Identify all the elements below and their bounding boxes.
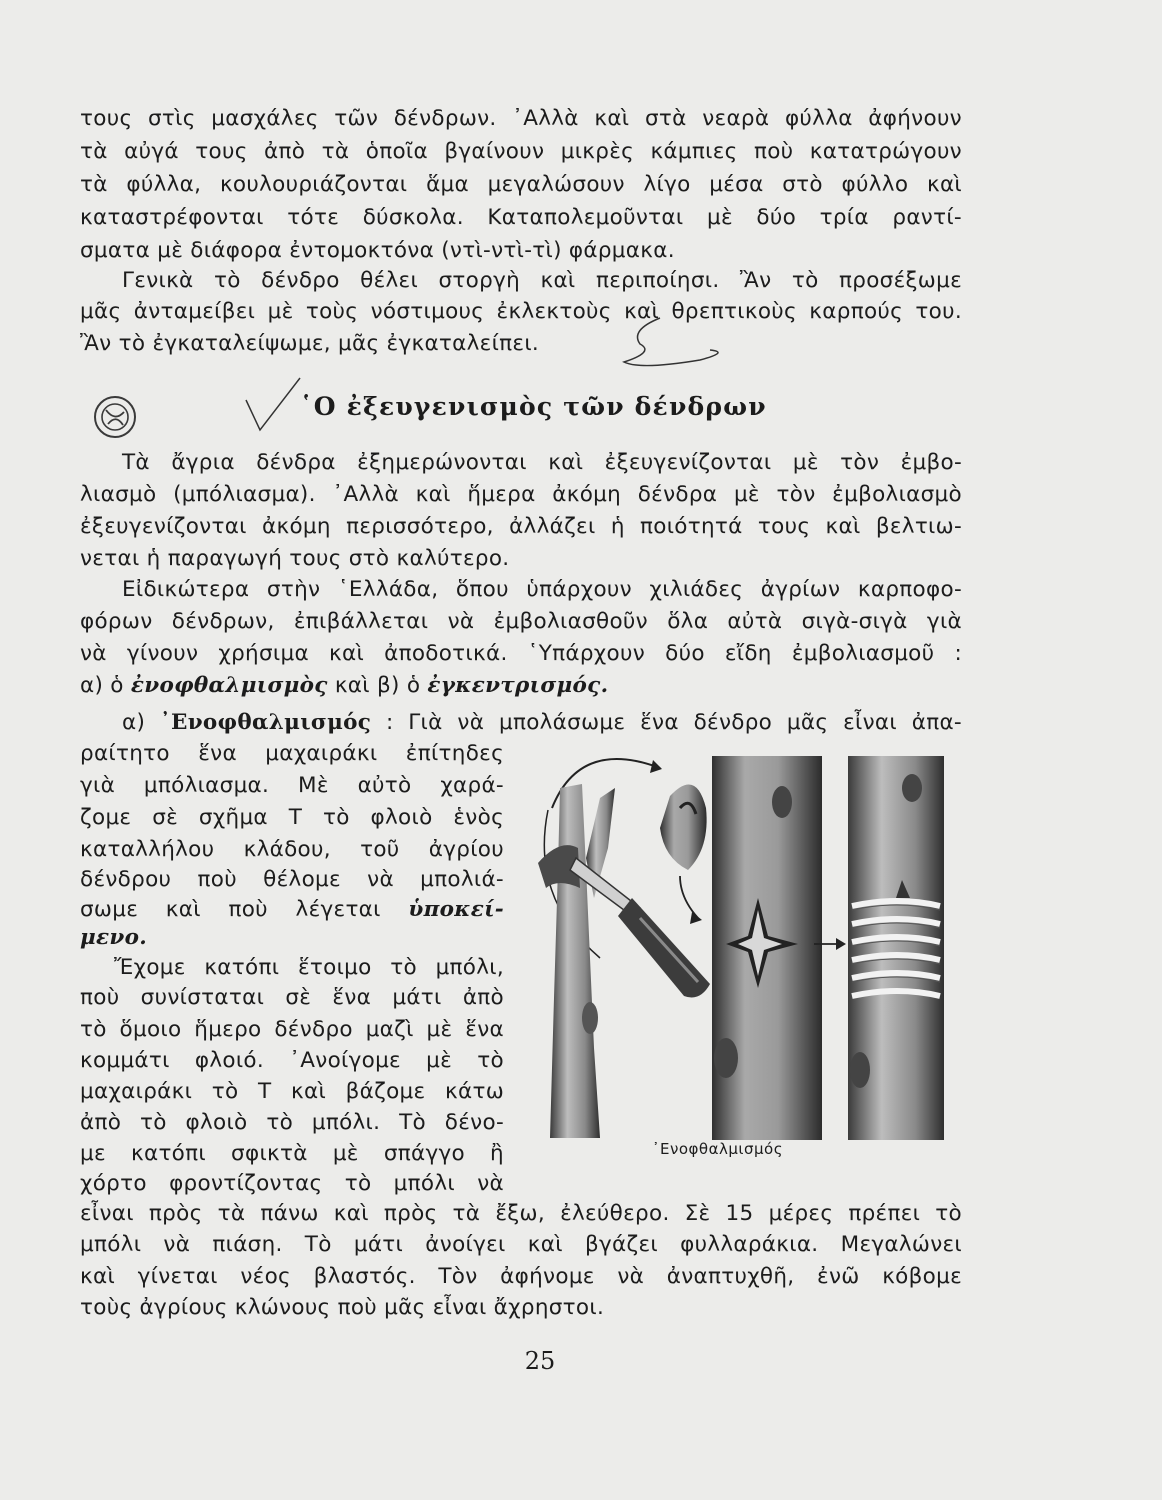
text-line: καταλλήλου κλάδου, τοῦ ἀγρίου	[80, 837, 504, 862]
text-line: Τὰ ἄγρια δένδρα ἐξημερώνονται καὶ ἐξευγενίζονται μὲ τὸν ἐμβο-	[122, 450, 962, 475]
figure-caption: ᾿Ενοφθαλμισμός	[652, 1140, 784, 1158]
text-line: Εἰδικώτερα στὴν ῾Ελλάδα, ὅπου ὑπάρχουν χιλιάδες ἀγρίων καρποφο-	[122, 577, 962, 602]
text-line: ἀπὸ τὸ φλοιὸ τὸ μπόλι. Τὸ δένο-	[80, 1110, 504, 1135]
text-line: Γενικὰ τὸ δένδρο θέλει στοργὴ καὶ περιποίησι. Ἂν τὸ προσέξωμε	[122, 268, 962, 293]
text-line: ποὺ συνίσταται σὲ ἕνα μάτι ἀπὸ	[80, 985, 504, 1010]
text-line: τοὺς ἀγρίους κλώνους ποὺ μᾶς εἶναι ἄχρηστοι.	[80, 1295, 605, 1320]
text-line: ραίτητο ἕνα μαχαιράκι ἐπίτηδες	[80, 741, 504, 766]
text-line: σματα μὲ διάφορα ἐντομοκτόνα (ντὶ-ντὶ-τὶ) φάρμακα.	[80, 238, 675, 263]
text-line: κομμάτι φλοιό. ᾿Ανοίγομε μὲ τὸ	[80, 1048, 504, 1073]
text-line: εἶναι πρὸς τὰ πάνω καὶ πρὸς τὰ ἔξω, ἐλεύθερο. Σὲ 15 μέρες πρέπει τὸ	[80, 1201, 962, 1226]
subsection-title: ᾿Ενοφθαλμισμός	[159, 710, 372, 735]
text-line: καὶ γίνεται νέος βλαστός. Τὸν ἀφήνομε νὰ ἀναπτυχθῆ, ἐνῶ κόβομε	[80, 1264, 962, 1289]
term-grafting: ἐγκεντρισμός.	[427, 673, 609, 698]
trunk-t-cut	[712, 756, 822, 1140]
term-rootstock-end: μενο.	[80, 925, 148, 950]
budding-illustration	[520, 748, 960, 1140]
types-prefix: α) ὁ	[80, 673, 131, 698]
types-middle: καὶ β) ὁ	[327, 673, 428, 698]
text-line: χόρτο φροντίζοντας τὸ μπόλι νὰ	[80, 1171, 504, 1196]
subsection-label: α)	[122, 710, 160, 735]
text-line: φόρων δένδρων, ἐπιβάλλεται νὰ ἐμβολιασθοῦν ὅλα αὐτὰ σιγὰ-σιγὰ γιὰ	[80, 609, 962, 634]
trunk-wrapped	[848, 756, 944, 1140]
term-rootstock: ὑποκεί-	[408, 897, 504, 922]
text-line: νὰ γίνουν χρήσιμα καὶ ἀποδοτικά. ῾Υπάρχουν δύο εἴδη ἐμβολιασμοῦ :	[80, 641, 962, 666]
text-line: Ἂν τὸ ἐγκαταλείψωμε, μᾶς ἐγκαταλείπει.	[80, 331, 540, 356]
text-line: τὸ ὅμοιο ἥμερο δένδρο μαζὶ μὲ ἕνα	[80, 1017, 504, 1042]
text-line: με κατόπι σφικτὰ μὲ σπάγγο ἢ	[80, 1141, 504, 1166]
library-stamp-icon	[86, 392, 144, 442]
text-line: δένδρου ποὺ θέλομε νὰ μπολιά-	[80, 867, 504, 892]
text-line: ἐξευγενίζονται ἀκόμη περισσότερο, ἀλλάζει ἡ ποιότητά τους καὶ βελτιω-	[80, 514, 962, 539]
text-fragment: σωμε καὶ ποὺ λέγεται	[80, 897, 409, 922]
subsection-text: : Γιὰ νὰ μπολάσωμε ἕνα δένδρο μᾶς εἶναι ἀπα-	[371, 710, 962, 735]
text-line: καταστρέφονται τότε δύσκολα. Καταπολεμοῦνται μὲ δύο τρία ραντί-	[80, 205, 962, 230]
text-line: γιὰ μπόλιασμα. Μὲ αὐτὸ χαρά-	[80, 773, 504, 798]
knife-icon	[570, 858, 710, 998]
term-budding: ἐνοφθαλμισμὸς	[130, 673, 328, 698]
grafting-types-line	[80, 670, 962, 702]
branch-cut	[538, 784, 615, 1138]
text-line: νεται ἡ παραγωγή τους στὸ καλύτερο.	[80, 546, 510, 571]
bud-shield	[660, 784, 707, 870]
text-line-term-end	[80, 922, 504, 954]
section-heading: ῾Ο ἐξευγενισμὸς τῶν δένδρων	[300, 392, 767, 421]
text-line: μπόλι νὰ πιάση. Τὸ μάτι ἀνοίγει καὶ βγάζει φυλλαράκια. Μεγαλώνει	[80, 1232, 962, 1257]
subsection-first-line	[122, 707, 962, 739]
text-line: μᾶς ἀνταμείβει μὲ τοὺς νόστιμους ἐκλεκτοὺς καὶ θρεπτικοὺς καρπούς του.	[80, 299, 962, 324]
text-line: τὰ φύλλα, κουλουριάζονται ἅμα μεγαλώσουν λίγο μέσα στὸ φύλλο καὶ	[80, 172, 962, 197]
text-line: λιασμὸ (μπόλιασμα). ᾿Αλλὰ καὶ ἥμερα ἀκόμη δένδρα μὲ τὸν ἐμβολιασμὸ	[80, 482, 962, 507]
text-line: τους στὶς μασχάλες τῶν δένδρων. ᾿Αλλὰ καὶ στὰ νεαρὰ φύλλα ἀφήνουν	[80, 106, 962, 131]
text-line: ζομε σὲ σχῆμα Τ τὸ φλοιὸ ἑνὸς	[80, 805, 504, 830]
text-line: Ἔχομε κατόπι ἕτοιμο τὸ μπόλι,	[114, 955, 504, 980]
text-line: μαχαιράκι τὸ Τ καὶ βάζομε κάτω	[80, 1079, 504, 1104]
text-line: τὰ αὐγά τους ἀπὸ τὰ ὁποῖα βγαίνουν μικρὲς κάμπιες ποὺ κατατρώγουν	[80, 139, 962, 164]
page-number: 25	[524, 1347, 556, 1375]
